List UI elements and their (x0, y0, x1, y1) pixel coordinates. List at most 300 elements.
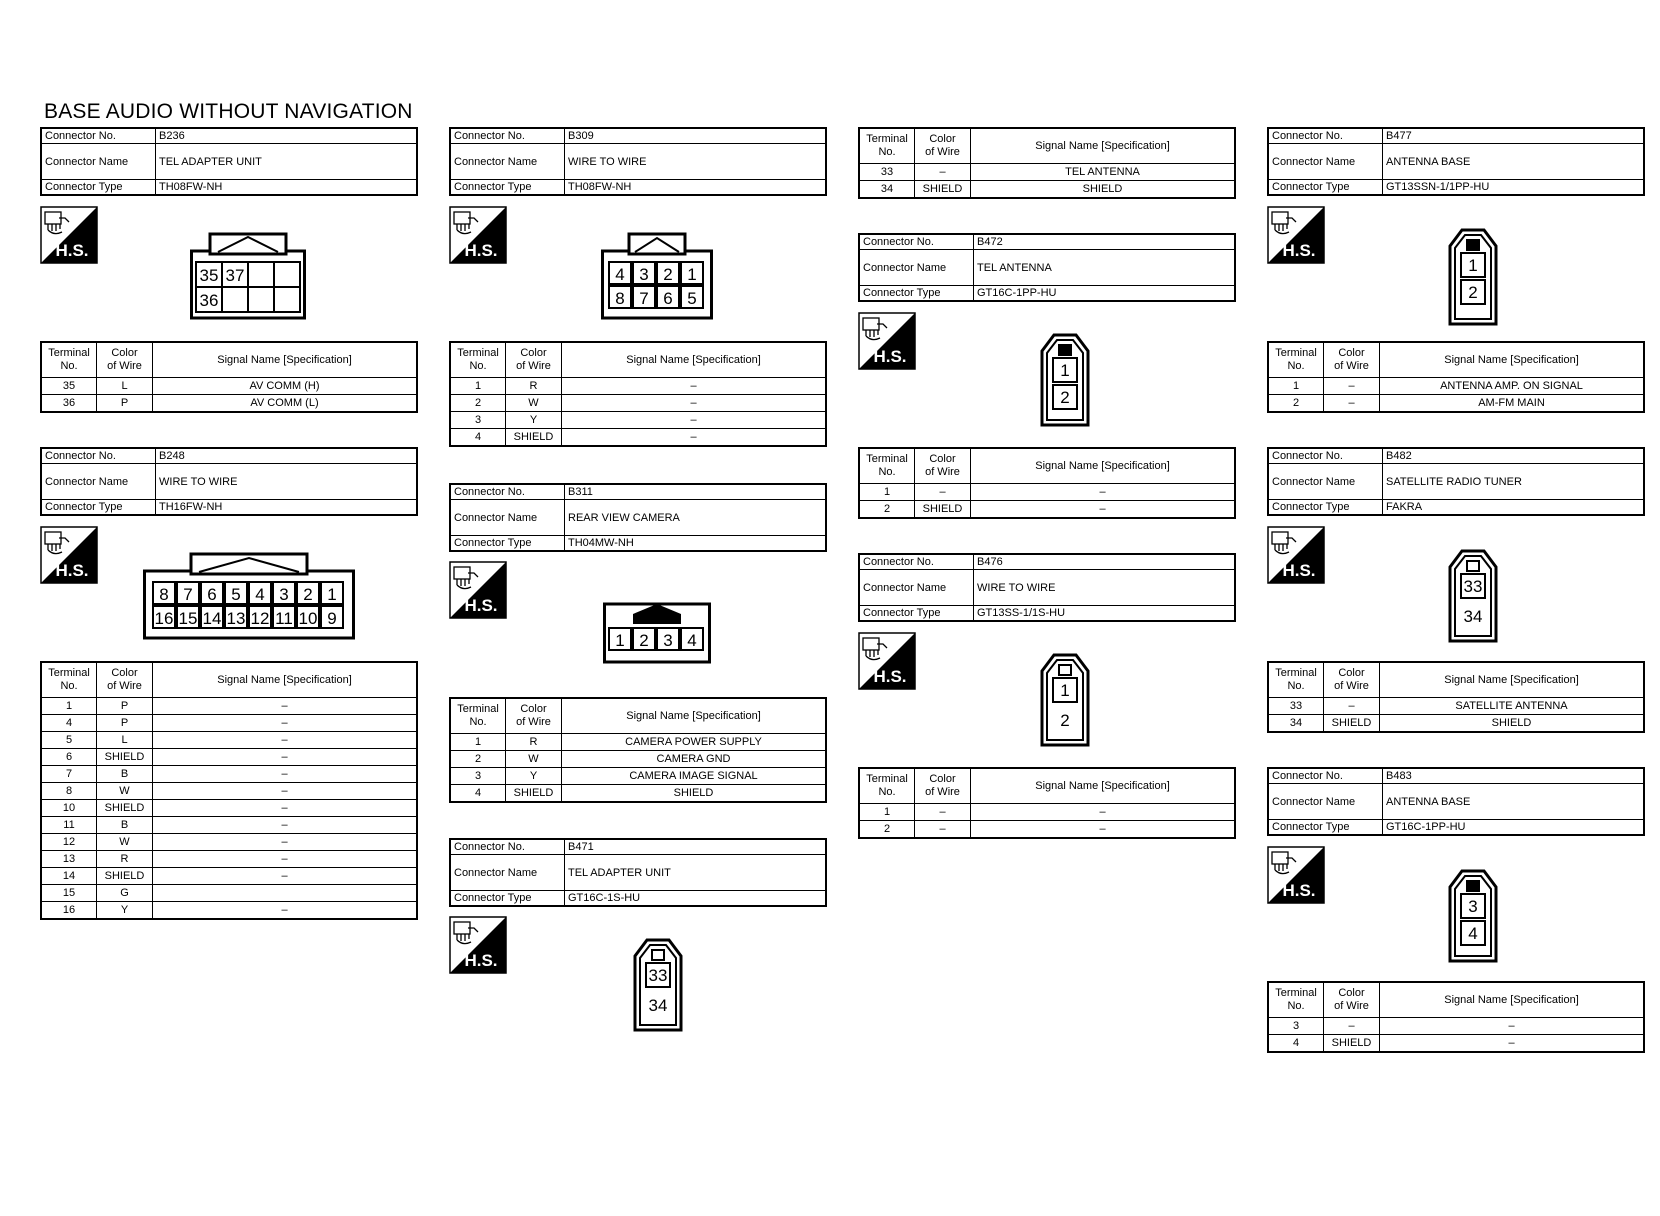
connector-no-value: B236 (156, 128, 418, 144)
hs-label: H.S. (55, 561, 89, 580)
wire-color: P (97, 698, 153, 715)
terminal-no: 6 (41, 749, 97, 766)
connector-info-b482 (1267, 447, 1645, 516)
wire-color: B (97, 766, 153, 783)
terminal-row (450, 751, 826, 768)
signal-name: CAMERA GND (562, 751, 827, 768)
terminal-no: 8 (41, 783, 97, 800)
connector-no-value: B471 (565, 839, 827, 855)
cavity-label: 2 (1060, 711, 1070, 730)
connector-info-b477 (1267, 127, 1645, 196)
connector-info-b483 (1267, 767, 1645, 836)
signal-name-header: Signal Name [Specification] (971, 768, 1236, 804)
terminal-no: 3 (450, 412, 506, 429)
signal-name-header: Signal Name [Specification] (1380, 342, 1645, 378)
terminal-row (41, 800, 417, 817)
cavity-label: 12 (250, 609, 270, 628)
cavity-label: 6 (207, 585, 217, 604)
terminal-row (41, 378, 417, 395)
connector-type-label: Connector Type (1268, 820, 1383, 836)
wire-color: SHIELD (1324, 1035, 1380, 1053)
connector-no-label: Connector No. (1268, 448, 1383, 464)
signal-name: – (1380, 1018, 1645, 1035)
cavity-label: 35 (199, 266, 219, 285)
connector-no-value: B309 (565, 128, 827, 144)
connector-name-label: Connector Name (41, 464, 156, 500)
hs-label: H.S. (1282, 561, 1316, 580)
connector-name-label: Connector Name (1268, 464, 1383, 500)
connector-info-b248 (40, 447, 418, 516)
terminal-row (41, 902, 417, 920)
signal-name: AM-FM MAIN (1380, 395, 1645, 413)
harness-side-icon (858, 632, 916, 690)
wire-color: L (97, 732, 153, 749)
signal-name: – (562, 412, 827, 429)
cavity-label: 10 (298, 609, 318, 628)
wire-color: W (97, 783, 153, 800)
harness-side-icon (1267, 206, 1325, 264)
connector-no-label: Connector No. (859, 554, 974, 570)
signal-name-header: Signal Name [Specification] (562, 342, 827, 378)
cavity-label: 33 (648, 966, 668, 985)
cavity-label: 13 (226, 609, 246, 628)
hs-label: H.S. (873, 347, 907, 366)
terminal-no: 1 (450, 378, 506, 395)
terminal-table-b472 (858, 447, 1236, 519)
terminal-no: 12 (41, 834, 97, 851)
terminal-row (41, 851, 417, 868)
terminal-row (450, 768, 826, 785)
terminal-row (859, 821, 1235, 839)
terminal-no: 4 (1268, 1035, 1324, 1053)
terminal-no-header: Terminal No. (1268, 342, 1324, 378)
signal-name: ANTENNA AMP. ON SIGNAL (1380, 378, 1645, 395)
signal-name: AV COMM (L) (153, 395, 418, 413)
terminal-no-header: Terminal No. (450, 698, 506, 734)
cavity-label: 7 (639, 289, 649, 308)
terminal-no: 11 (41, 817, 97, 834)
terminal-no: 2 (1268, 395, 1324, 413)
wire-color-header: Color of Wire (915, 768, 971, 804)
connector-no-value: B476 (974, 554, 1236, 570)
connector-type-label: Connector Type (859, 286, 974, 302)
connector-info-b309 (449, 127, 827, 196)
signal-name-header: Signal Name [Specification] (153, 662, 418, 698)
cavity-label: 2 (639, 631, 649, 650)
cavity-label: 15 (178, 609, 198, 628)
signal-name-header: Signal Name [Specification] (971, 448, 1236, 484)
connector-info-b472 (858, 233, 1236, 302)
connector-type-label: Connector Type (41, 500, 156, 516)
signal-name-header: Signal Name [Specification] (1380, 982, 1645, 1018)
connector-type-label: Connector Type (859, 606, 974, 622)
wire-color: – (915, 804, 971, 821)
terminal-row (41, 715, 417, 732)
terminal-no-header: Terminal No. (1268, 662, 1324, 698)
terminal-no: 10 (41, 800, 97, 817)
connector-name-value: ANTENNA BASE (1383, 144, 1645, 180)
cavity-label: 3 (663, 631, 673, 650)
wire-color: SHIELD (97, 868, 153, 885)
terminal-row (859, 484, 1235, 501)
terminal-row (450, 785, 826, 803)
wire-color: W (97, 834, 153, 851)
signal-name: – (153, 698, 418, 715)
wire-color: Y (506, 412, 562, 429)
terminal-row (859, 501, 1235, 519)
terminal-row (1268, 698, 1644, 715)
terminal-no: 3 (450, 768, 506, 785)
connector-info-b236 (40, 127, 418, 196)
signal-name-header: Signal Name [Specification] (971, 128, 1236, 164)
terminal-row (859, 181, 1235, 199)
connector-type-value: GT16C-1PP-HU (1383, 820, 1645, 836)
harness-side-icon (1267, 846, 1325, 904)
cavity-label: 16 (154, 609, 174, 628)
connector-name-label: Connector Name (41, 144, 156, 180)
cavity-label: 11 (275, 609, 293, 628)
connector-no-value: B248 (156, 448, 418, 464)
terminal-row (1268, 395, 1644, 413)
wire-color: Y (506, 768, 562, 785)
connector-face-b476 (1040, 653, 1090, 747)
hs-label: H.S. (464, 241, 498, 260)
wire-color: W (506, 751, 562, 768)
terminal-no: 2 (859, 821, 915, 839)
connector-no-label: Connector No. (41, 448, 156, 464)
wire-color: SHIELD (506, 785, 562, 803)
page-title: BASE AUDIO WITHOUT NAVIGATION (44, 100, 413, 123)
terminal-table-b236 (40, 341, 418, 413)
signal-name: – (971, 484, 1236, 501)
signal-name: – (971, 821, 1236, 839)
terminal-no: 1 (41, 698, 97, 715)
terminal-table-b471 (858, 127, 1236, 199)
wire-color: SHIELD (915, 501, 971, 519)
signal-name: – (153, 834, 418, 851)
wire-color-header: Color of Wire (97, 662, 153, 698)
connector-face-b482 (1448, 549, 1498, 643)
cavity-label: 3 (639, 265, 649, 284)
signal-name: – (562, 395, 827, 412)
terminal-row (41, 885, 417, 902)
connector-type-value: TH16FW-NH (156, 500, 418, 516)
connector-no-value: B472 (974, 234, 1236, 250)
signal-name: – (153, 868, 418, 885)
terminal-no: 7 (41, 766, 97, 783)
cavity-label: 5 (231, 585, 241, 604)
wire-color-header: Color of Wire (1324, 662, 1380, 698)
connector-face-b477 (1448, 228, 1498, 326)
connector-name-value: ANTENNA BASE (1383, 784, 1645, 820)
connector-name-label: Connector Name (450, 144, 565, 180)
terminal-row (1268, 1035, 1644, 1053)
connector-no-label: Connector No. (1268, 128, 1383, 144)
terminal-row (41, 817, 417, 834)
wire-color: B (97, 817, 153, 834)
terminal-row (1268, 1018, 1644, 1035)
hs-label: H.S. (1282, 881, 1316, 900)
hs-label: H.S. (1282, 241, 1316, 260)
terminal-row (41, 732, 417, 749)
wire-color: – (1324, 1018, 1380, 1035)
signal-name: – (971, 501, 1236, 519)
wire-color: G (97, 885, 153, 902)
cavity-label: 34 (648, 996, 668, 1015)
terminal-no: 13 (41, 851, 97, 868)
signal-name: SHIELD (971, 181, 1236, 199)
terminal-row (41, 749, 417, 766)
connector-no-value: B483 (1383, 768, 1645, 784)
cavity-label: 4 (255, 585, 265, 604)
terminal-table-b477 (1267, 341, 1645, 413)
signal-name: – (562, 429, 827, 447)
wire-color: SHIELD (97, 749, 153, 766)
connector-name-value: TEL ANTENNA (974, 250, 1236, 286)
cavity-label: 5 (687, 289, 697, 308)
wire-color: SHIELD (915, 181, 971, 199)
terminal-no: 4 (450, 785, 506, 803)
connector-type-label: Connector Type (41, 180, 156, 196)
terminal-no: 2 (859, 501, 915, 519)
connector-no-value: B482 (1383, 448, 1645, 464)
connector-type-value: GT13SSN-1/1PP-HU (1383, 180, 1645, 196)
cavity-label: 2 (1468, 283, 1478, 302)
connector-type-label: Connector Type (1268, 500, 1383, 516)
connector-no-label: Connector No. (859, 234, 974, 250)
cavity-label: 3 (1468, 897, 1478, 916)
hs-label: H.S. (55, 241, 89, 260)
wire-color: Y (97, 902, 153, 920)
connector-name-label: Connector Name (859, 570, 974, 606)
wire-color: L (97, 378, 153, 395)
connector-no-value: B311 (565, 484, 827, 500)
terminal-no: 34 (859, 181, 915, 199)
terminal-row (41, 395, 417, 413)
signal-name: SHIELD (1380, 715, 1645, 733)
terminal-no: 5 (41, 732, 97, 749)
cavity-label: 4 (687, 631, 697, 650)
cavity-label: 7 (183, 585, 193, 604)
cavity-label: 3 (279, 585, 289, 604)
cavity-label: 9 (327, 609, 337, 628)
wire-color: P (97, 395, 153, 413)
connector-face-b472 (1040, 333, 1090, 427)
terminal-no: 16 (41, 902, 97, 920)
connector-name-value: SATELLITE RADIO TUNER (1383, 464, 1645, 500)
terminal-no-header: Terminal No. (41, 662, 97, 698)
connector-no-label: Connector No. (450, 484, 565, 500)
terminal-row (450, 412, 826, 429)
cavity-label: 1 (1060, 361, 1070, 380)
signal-name (153, 885, 418, 902)
terminal-row (450, 734, 826, 751)
harness-side-icon (449, 561, 507, 619)
terminal-no: 1 (859, 804, 915, 821)
harness-side-icon (40, 206, 98, 264)
terminal-table-b482 (1267, 661, 1645, 733)
signal-name: CAMERA IMAGE SIGNAL (562, 768, 827, 785)
connector-face-b471 (633, 938, 683, 1032)
terminal-row (859, 164, 1235, 181)
cavity-label: 2 (1060, 388, 1070, 407)
signal-name-header: Signal Name [Specification] (153, 342, 418, 378)
connector-no-value: B477 (1383, 128, 1645, 144)
connector-type-value: TH08FW-NH (565, 180, 827, 196)
terminal-no: 14 (41, 868, 97, 885)
terminal-no: 34 (1268, 715, 1324, 733)
terminal-row (450, 429, 826, 447)
connector-type-label: Connector Type (450, 536, 565, 552)
cavity-label: 37 (225, 266, 245, 285)
wire-color: R (506, 378, 562, 395)
terminal-no: 2 (450, 751, 506, 768)
connector-type-value: GT16C-1PP-HU (974, 286, 1236, 302)
cavity-label: 1 (615, 631, 625, 650)
terminal-no-header: Terminal No. (859, 768, 915, 804)
terminal-table-b248 (40, 661, 418, 920)
signal-name: – (562, 378, 827, 395)
connector-face-b483 (1448, 869, 1498, 963)
terminal-row (1268, 715, 1644, 733)
connector-name-label: Connector Name (1268, 784, 1383, 820)
terminal-table-b483 (1267, 981, 1645, 1053)
terminal-table-b476 (858, 767, 1236, 839)
terminal-row (41, 783, 417, 800)
connector-type-value: GT13SS-1/1S-HU (974, 606, 1236, 622)
terminal-no: 35 (41, 378, 97, 395)
hs-label: H.S. (464, 596, 498, 615)
terminal-no: 1 (859, 484, 915, 501)
signal-name: – (153, 749, 418, 766)
terminal-row (1268, 378, 1644, 395)
connector-name-label: Connector Name (450, 500, 565, 536)
terminal-no: 1 (450, 734, 506, 751)
signal-name: – (153, 851, 418, 868)
connector-face-b309 (601, 232, 713, 320)
terminal-no: 4 (41, 715, 97, 732)
terminal-row (41, 834, 417, 851)
terminal-no: 36 (41, 395, 97, 413)
connector-name-value: WIRE TO WIRE (156, 464, 418, 500)
signal-name: – (153, 817, 418, 834)
signal-name-header: Signal Name [Specification] (1380, 662, 1645, 698)
cavity-label: 1 (1060, 681, 1070, 700)
harness-side-icon (1267, 526, 1325, 584)
wire-color-header: Color of Wire (506, 698, 562, 734)
wire-color: – (1324, 395, 1380, 413)
connector-name-label: Connector Name (859, 250, 974, 286)
connector-name-value: WIRE TO WIRE (565, 144, 827, 180)
connector-type-value: TH04MW-NH (565, 536, 827, 552)
signal-name: AV COMM (H) (153, 378, 418, 395)
wire-color: – (1324, 698, 1380, 715)
hs-label: H.S. (464, 951, 498, 970)
connector-name-value: REAR VIEW CAMERA (565, 500, 827, 536)
signal-name: – (153, 715, 418, 732)
signal-name: TEL ANTENNA (971, 164, 1236, 181)
wire-color: SHIELD (506, 429, 562, 447)
cavity-label: 6 (663, 289, 673, 308)
cavity-label: 33 (1463, 577, 1483, 596)
terminal-no-header: Terminal No. (1268, 982, 1324, 1018)
terminal-no-header: Terminal No. (41, 342, 97, 378)
connector-face-b236 (190, 232, 306, 320)
cavity-label: 34 (1463, 607, 1483, 626)
terminal-no: 1 (1268, 378, 1324, 395)
connector-type-value: FAKRA (1383, 500, 1645, 516)
connector-name-value: TEL ADAPTER UNIT (156, 144, 418, 180)
signal-name: – (153, 902, 418, 920)
terminal-table-b311 (449, 697, 827, 803)
signal-name: – (153, 732, 418, 749)
cavity-label: 36 (199, 291, 219, 310)
connector-face-b248 (143, 552, 355, 640)
signal-name: SATELLITE ANTENNA (1380, 698, 1645, 715)
wire-color: R (506, 734, 562, 751)
wire-color: W (506, 395, 562, 412)
signal-name: SHIELD (562, 785, 827, 803)
terminal-row (41, 868, 417, 885)
connector-name-value: TEL ADAPTER UNIT (565, 855, 827, 891)
wire-color-header: Color of Wire (1324, 982, 1380, 1018)
connector-type-value: GT16C-1S-HU (565, 891, 827, 907)
connector-no-label: Connector No. (450, 839, 565, 855)
connector-no-label: Connector No. (450, 128, 565, 144)
wire-color: SHIELD (1324, 715, 1380, 733)
wire-color-header: Color of Wire (915, 448, 971, 484)
signal-name: – (153, 766, 418, 783)
connector-info-b476 (858, 553, 1236, 622)
connector-face-b311 (603, 600, 711, 664)
wire-color: – (915, 821, 971, 839)
terminal-no: 4 (450, 429, 506, 447)
connector-info-b311 (449, 483, 827, 552)
terminal-no-header: Terminal No. (859, 128, 915, 164)
terminal-row (41, 698, 417, 715)
signal-name: CAMERA POWER SUPPLY (562, 734, 827, 751)
cavity-label: 1 (1468, 256, 1478, 275)
wire-color-header: Color of Wire (97, 342, 153, 378)
cavity-label: 4 (1468, 924, 1478, 943)
terminal-row (450, 378, 826, 395)
cavity-label: 8 (615, 289, 625, 308)
connector-no-label: Connector No. (41, 128, 156, 144)
signal-name: – (153, 783, 418, 800)
cavity-label: 1 (687, 265, 697, 284)
terminal-no: 33 (1268, 698, 1324, 715)
connector-type-value: TH08FW-NH (156, 180, 418, 196)
terminal-table-b309 (449, 341, 827, 447)
terminal-no: 2 (450, 395, 506, 412)
cavity-label: 1 (327, 585, 337, 604)
wire-color: – (915, 164, 971, 181)
terminal-no-header: Terminal No. (450, 342, 506, 378)
terminal-row (41, 766, 417, 783)
signal-name: – (971, 804, 1236, 821)
terminal-no: 15 (41, 885, 97, 902)
signal-name: – (153, 800, 418, 817)
connector-info-b471 (449, 838, 827, 907)
wire-color-header: Color of Wire (915, 128, 971, 164)
harness-side-icon (449, 206, 507, 264)
cavity-label: 2 (663, 265, 673, 284)
cavity-label: 2 (303, 585, 313, 604)
cavity-label: 14 (202, 609, 222, 628)
connector-type-label: Connector Type (450, 180, 565, 196)
connector-name-label: Connector Name (1268, 144, 1383, 180)
connector-type-label: Connector Type (1268, 180, 1383, 196)
